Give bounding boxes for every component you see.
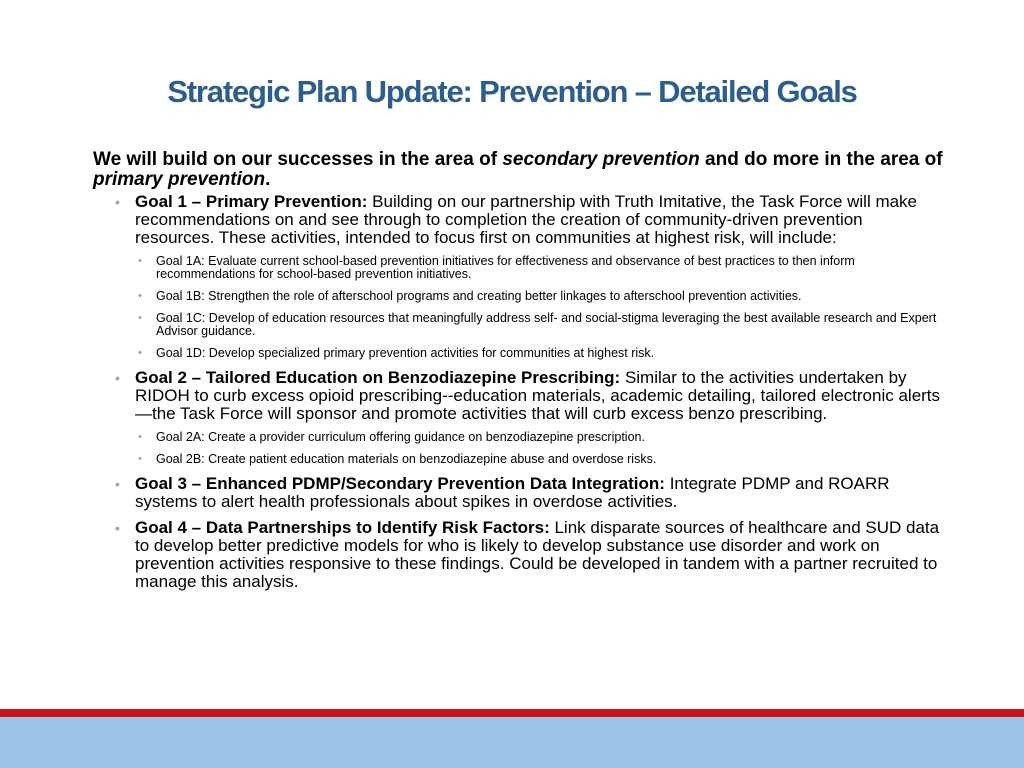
goal-2b-item [135, 453, 943, 466]
goal-2-text: Similar to the activities undertaken by RIDOH to curb excess opioid prescribing--education materials, academic detailing, tailored electronic alerts—the Task Force will sponsor and promote activities that will curb excess benzo prescribing. [135, 368, 941, 423]
goal-1a-item [135, 255, 943, 281]
goal-2-item [93, 369, 943, 466]
bullet-icon: • [138, 312, 142, 324]
goal-1a-text: Goal 1A: Evaluate current school-based prevention initiatives for effectiveness and observance of best practices to then inform recommendations for school-based prevention initiatives. [156, 254, 855, 281]
bullet-icon: • [138, 453, 142, 465]
bullet-icon: • [115, 370, 120, 386]
bullet-icon: • [115, 194, 120, 210]
bullet-icon: • [138, 290, 142, 302]
footer-blue-band [0, 717, 1024, 768]
bullet-icon: • [138, 347, 142, 359]
goal-4-heading: Goal 4 – Data Partnerships to Identify Risk Factors: [135, 518, 550, 537]
goal-1-text: Building on our partnership with Truth Imitative, the Task Force will make recommendations on and see through to completion the creation of community-driven prevention resources. These activities, intended to focus first on communities at highest risk, will include: [135, 192, 918, 247]
goal-1d-text: Goal 1D: Develop specialized primary prevention activities for communities at highest risk. [156, 346, 655, 360]
bullet-icon: • [138, 431, 142, 443]
goal-1c-item [135, 312, 943, 338]
goal-1c-text: Goal 1C: Develop of education resources that meaningfully address self- and social-stigma leveraging the best available research and Expert Advisor guidance. [156, 311, 937, 338]
intro-paragraph [93, 150, 943, 190]
goal-4-item [93, 519, 943, 591]
slide-content [93, 150, 943, 591]
goal-1d-item [135, 347, 943, 360]
bullet-icon: • [115, 476, 120, 492]
goal-list [93, 193, 943, 591]
goal-3-text: Integrate PDMP and ROARR systems to alert health professionals about spikes in overdose activities. [135, 474, 890, 511]
goal-2b-text: Goal 2B: Create patient education materials on benzodiazepine abuse and overdose risks. [156, 452, 657, 466]
goal-3-heading: Goal 3 – Enhanced PDMP/Secondary Prevention Data Integration: [135, 474, 665, 493]
slide-title: Strategic Plan Update: Prevention – Detailed Goals [167, 74, 857, 109]
intro-emphasis-secondary: secondary prevention [502, 149, 700, 170]
intro-emphasis-primary: primary prevention [93, 169, 266, 190]
bullet-icon: • [115, 520, 120, 536]
bullet-icon: • [138, 255, 142, 267]
footer-red-stripe [0, 709, 1024, 717]
goal-1-sublist [135, 255, 943, 360]
goal-3-item [93, 475, 943, 511]
goal-1b-text: Goal 1B: Strengthen the role of afterschool programs and creating better linkages to afterschool prevention activities. [156, 289, 802, 303]
goal-2-heading: Goal 2 – Tailored Education on Benzodiazepine Prescribing: [135, 368, 621, 387]
goal-1-heading: Goal 1 – Primary Prevention: [135, 192, 368, 211]
goal-2-sublist [135, 431, 943, 466]
intro-text-3: . [265, 169, 271, 190]
goal-1b-item [135, 290, 943, 303]
goal-2a-text: Goal 2A: Create a provider curriculum offering guidance on benzodiazepine prescription. [156, 430, 645, 444]
goal-2a-item [135, 431, 943, 444]
intro-text-2: and do more in the area of [699, 149, 943, 170]
intro-text-1: We will build on our successes in the area of [93, 149, 503, 170]
goal-4-text: Link disparate sources of healthcare and SUD data to develop better predictive models for who is likely to develop substance use disorder and work on prevention activities responsive to these findings. Could be developed in tandem with a partner recruited to manage this analysis. [135, 518, 940, 591]
goal-1-item [93, 193, 943, 360]
